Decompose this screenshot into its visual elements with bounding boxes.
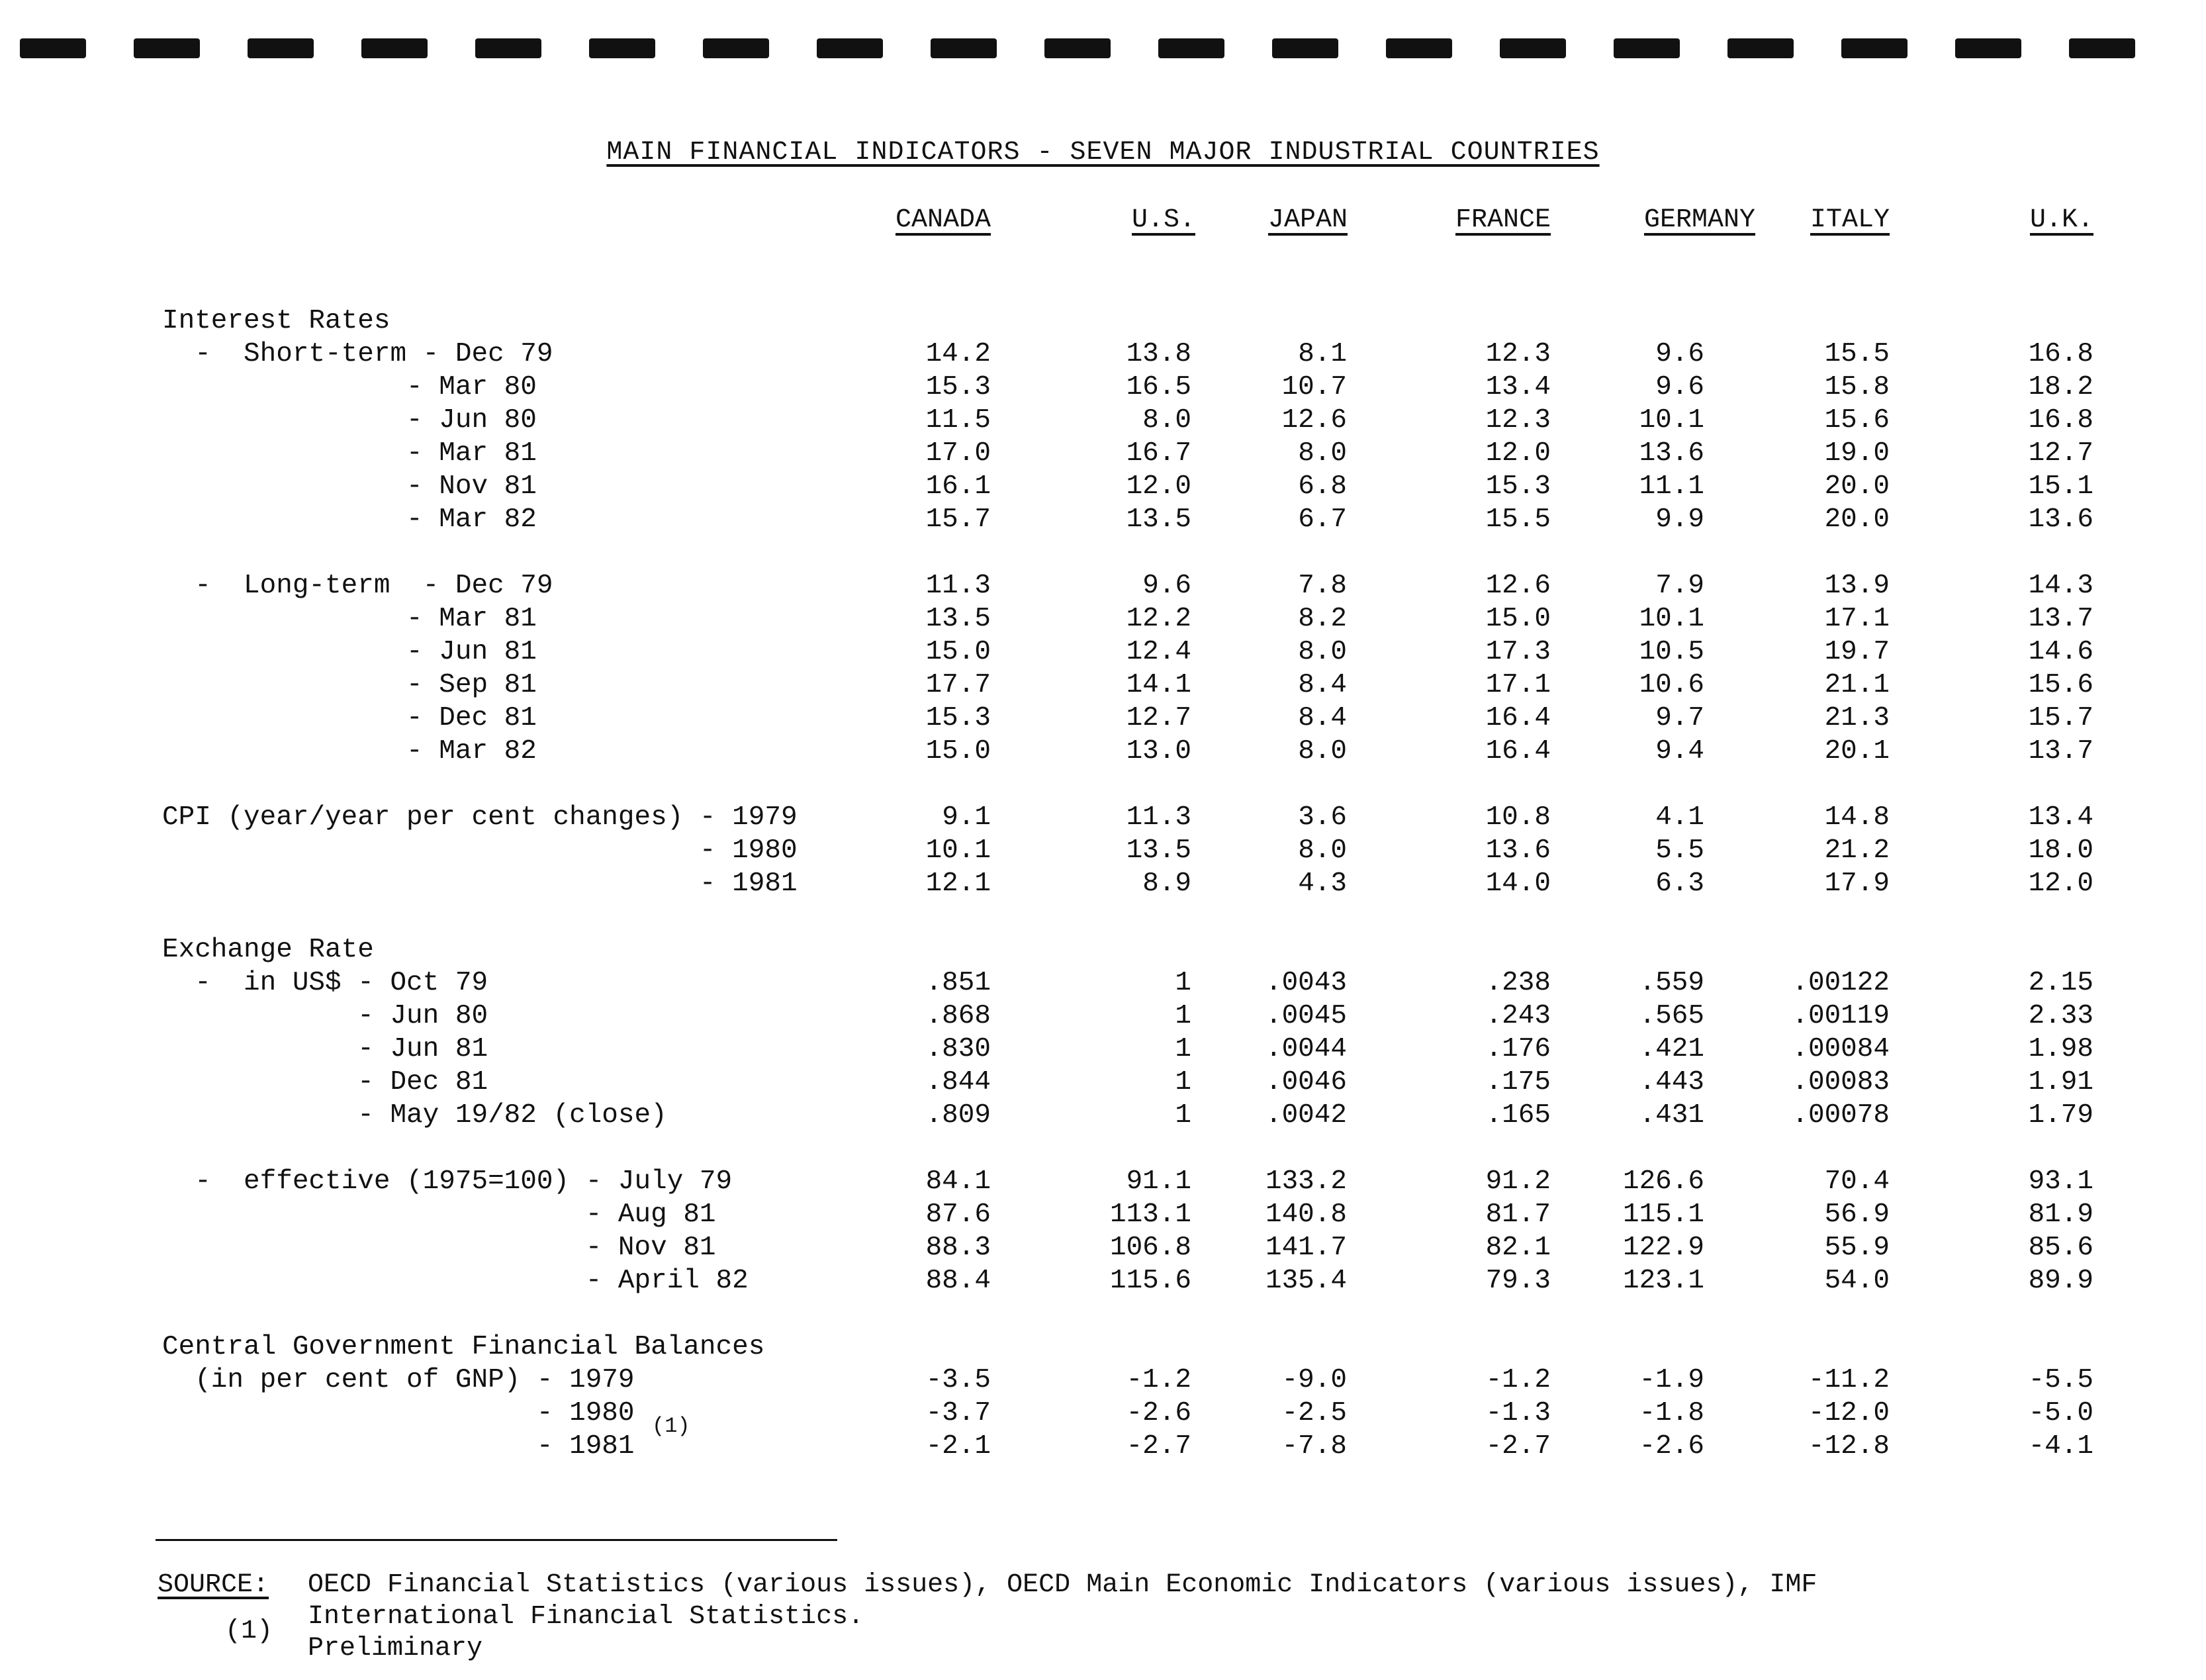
- table-cell: 2.33: [2028, 1001, 2093, 1031]
- table-cell: -1.3: [1485, 1398, 1551, 1428]
- source-label: SOURCE:: [158, 1570, 269, 1600]
- table-cell: .00122: [1792, 968, 1890, 998]
- row-label: - 1980: [162, 1398, 635, 1428]
- table-cell: .0042: [1265, 1100, 1347, 1131]
- border-dash: [248, 38, 314, 58]
- table-cell: 20.0: [1824, 471, 1890, 502]
- row-label: - Dec 81: [162, 703, 537, 733]
- footnote-marker: (1): [225, 1616, 273, 1646]
- table-cell: -3.7: [925, 1398, 991, 1428]
- table-cell: .443: [1639, 1067, 1704, 1097]
- table-cell: 8.4: [1298, 670, 1347, 700]
- table-cell: 12.7: [2028, 438, 2093, 469]
- column-header: U.K.: [2029, 205, 2093, 235]
- table-cell: 12.3: [1485, 339, 1551, 369]
- row-label: - Short-term - Dec 79: [162, 339, 553, 369]
- table-cell: 12.0: [1485, 438, 1551, 469]
- table-cell: 12.0: [2028, 868, 2093, 899]
- table-cell: 15.7: [925, 504, 991, 535]
- table-cell: 15.0: [925, 736, 991, 767]
- table-cell: -2.6: [1639, 1431, 1704, 1462]
- table-cell: .844: [925, 1067, 991, 1097]
- table-cell: 13.4: [1485, 372, 1551, 402]
- source-line-1: OECD Financial Statistics (various issues), OECD Main Economic Indicators (various issues), IMF: [308, 1570, 1817, 1600]
- table-cell: 17.1: [1485, 670, 1551, 700]
- footnote-reference: (1): [652, 1414, 690, 1438]
- table-cell: 21.3: [1824, 703, 1890, 733]
- border-dash: [931, 38, 997, 58]
- table-cell: 10.8: [1485, 802, 1551, 833]
- table-cell: 13.0: [1126, 736, 1191, 767]
- table-cell: -5.0: [2028, 1398, 2093, 1428]
- table-cell: 14.1: [1126, 670, 1191, 700]
- table-cell: 1.98: [2028, 1034, 2093, 1064]
- table-cell: 8.0: [1298, 736, 1347, 767]
- row-label: - Mar 80: [162, 372, 537, 402]
- table-cell: 15.8: [1824, 372, 1890, 402]
- border-dash: [1386, 38, 1452, 58]
- row-label: - Dec 81: [162, 1067, 488, 1097]
- footnote-text: Preliminary: [308, 1634, 483, 1663]
- row-label: - Mar 81: [162, 438, 537, 469]
- table-cell: 87.6: [925, 1199, 991, 1230]
- table-cell: 7.9: [1655, 571, 1704, 601]
- table-cell: -1.2: [1485, 1365, 1551, 1395]
- table-cell: 12.1: [925, 868, 991, 899]
- row-label: - in US$ - Oct 79: [162, 968, 488, 998]
- table-cell: 14.3: [2028, 571, 2093, 601]
- table-cell: 18.0: [2028, 835, 2093, 866]
- table-cell: .00119: [1792, 1001, 1890, 1031]
- row-label: CPI (year/year per cent changes) - 1979: [162, 802, 798, 833]
- table-cell: 8.9: [1142, 868, 1191, 899]
- table-cell: 93.1: [2028, 1166, 2093, 1197]
- table-cell: 82.1: [1485, 1233, 1551, 1263]
- column-header: CANADA: [895, 205, 991, 235]
- table-cell: .431: [1639, 1100, 1704, 1131]
- table-cell: 10.1: [925, 835, 991, 866]
- table-cell: 123.1: [1622, 1266, 1704, 1296]
- table-cell: 1: [1175, 1067, 1191, 1097]
- table-cell: -2.6: [1126, 1398, 1191, 1428]
- table-cell: 10.1: [1639, 405, 1704, 436]
- row-label: - Mar 82: [162, 504, 537, 535]
- table-cell: 9.6: [1655, 339, 1704, 369]
- column-header: ITALY: [1810, 205, 1890, 235]
- table-cell: 9.6: [1655, 372, 1704, 402]
- table-cell: 115.6: [1109, 1266, 1191, 1296]
- table-cell: -1.8: [1639, 1398, 1704, 1428]
- table-cell: 9.7: [1655, 703, 1704, 733]
- table-cell: 88.3: [925, 1233, 991, 1263]
- table-cell: 14.2: [925, 339, 991, 369]
- table-cell: -7.8: [1281, 1431, 1347, 1462]
- table-cell: 15.7: [2028, 703, 2093, 733]
- table-cell: .565: [1639, 1001, 1704, 1031]
- table-cell: 21.1: [1824, 670, 1890, 700]
- table-cell: 113.1: [1109, 1199, 1191, 1230]
- table-cell: 11.3: [1126, 802, 1191, 833]
- table-cell: 13.5: [1126, 504, 1191, 535]
- border-dash: [2069, 38, 2135, 58]
- table-cell: 21.2: [1824, 835, 1890, 866]
- table-cell: 9.1: [942, 802, 991, 833]
- table-cell: 12.6: [1281, 405, 1347, 436]
- table-cell: 81.7: [1485, 1199, 1551, 1230]
- table-cell: -4.1: [2028, 1431, 2093, 1462]
- table-cell: 8.1: [1298, 339, 1347, 369]
- table-cell: 55.9: [1824, 1233, 1890, 1263]
- table-cell: .851: [925, 968, 991, 998]
- table-cell: 15.3: [925, 372, 991, 402]
- table-cell: -2.7: [1126, 1431, 1191, 1462]
- border-dash: [1955, 38, 2021, 58]
- table-cell: 13.5: [925, 604, 991, 634]
- row-label: - Nov 81: [162, 471, 537, 502]
- table-cell: 13.7: [2028, 604, 2093, 634]
- table-cell: 12.6: [1485, 571, 1551, 601]
- row-label: - Jun 81: [162, 637, 537, 667]
- table-cell: -2.5: [1281, 1398, 1347, 1428]
- table-cell: 14.0: [1485, 868, 1551, 899]
- table-cell: 2.15: [2028, 968, 2093, 998]
- table-cell: .00083: [1792, 1067, 1890, 1097]
- border-dash: [1727, 38, 1794, 58]
- table-cell: 19.7: [1824, 637, 1890, 667]
- table-cell: 6.8: [1298, 471, 1347, 502]
- table-cell: 1.79: [2028, 1100, 2093, 1131]
- table-cell: 13.8: [1126, 339, 1191, 369]
- table-cell: 17.3: [1485, 637, 1551, 667]
- table-cell: 115.1: [1622, 1199, 1704, 1230]
- row-label: - 1981: [162, 868, 798, 899]
- column-header: JAPAN: [1267, 205, 1348, 235]
- table-cell: .176: [1485, 1034, 1551, 1064]
- table-cell: 13.6: [1485, 835, 1551, 866]
- row-label: - Mar 81: [162, 604, 537, 634]
- row-label: - Jun 80: [162, 405, 537, 436]
- table-cell: 15.6: [1824, 405, 1890, 436]
- table-cell: .0046: [1265, 1067, 1347, 1097]
- table-cell: .830: [925, 1034, 991, 1064]
- table-cell: 70.4: [1824, 1166, 1890, 1197]
- table-cell: 15.3: [1485, 471, 1551, 502]
- table-cell: 8.0: [1298, 438, 1347, 469]
- table-cell: 6.7: [1298, 504, 1347, 535]
- table-cell: 56.9: [1824, 1199, 1890, 1230]
- table-cell: 89.9: [2028, 1266, 2093, 1296]
- table-cell: 20.0: [1824, 504, 1890, 535]
- table-cell: -5.5: [2028, 1365, 2093, 1395]
- table-cell: 10.6: [1639, 670, 1704, 700]
- table-cell: 16.5: [1126, 372, 1191, 402]
- table-cell: 4.3: [1298, 868, 1347, 899]
- table-cell: 12.3: [1485, 405, 1551, 436]
- border-dash: [361, 38, 428, 58]
- table-cell: 13.5: [1126, 835, 1191, 866]
- table-cell: -1.9: [1639, 1365, 1704, 1395]
- table-cell: 91.2: [1485, 1166, 1551, 1197]
- row-label: (in per cent of GNP) - 1979: [162, 1365, 635, 1395]
- table-cell: 133.2: [1265, 1166, 1347, 1197]
- table-cell: 122.9: [1622, 1233, 1704, 1263]
- table-cell: 1: [1175, 1100, 1191, 1131]
- table-cell: 19.0: [1824, 438, 1890, 469]
- table-cell: 126.6: [1622, 1166, 1704, 1197]
- row-label: - 1980: [162, 835, 798, 866]
- row-label: - effective (1975=100) - July 79: [162, 1166, 733, 1197]
- row-label: Interest Rates: [162, 306, 391, 336]
- table-cell: 16.4: [1485, 736, 1551, 767]
- table-cell: 1.91: [2028, 1067, 2093, 1097]
- table-cell: 12.4: [1126, 637, 1191, 667]
- row-label: - Sep 81: [162, 670, 537, 700]
- table-cell: 141.7: [1265, 1233, 1347, 1263]
- source-line-2: International Financial Statistics.: [308, 1602, 864, 1632]
- column-header: GERMANY: [1643, 205, 1755, 235]
- table-cell: 13.6: [2028, 504, 2093, 535]
- row-label: - Long-term - Dec 79: [162, 571, 553, 601]
- table-cell: 11.1: [1639, 471, 1704, 502]
- border-dash: [1614, 38, 1680, 58]
- table-cell: 17.9: [1824, 868, 1890, 899]
- table-cell: 79.3: [1485, 1266, 1551, 1296]
- table-cell: .559: [1639, 968, 1704, 998]
- table-cell: 16.8: [2028, 405, 2093, 436]
- border-dash: [134, 38, 200, 58]
- table-cell: 12.2: [1126, 604, 1191, 634]
- table-cell: 16.4: [1485, 703, 1551, 733]
- table-cell: 1: [1175, 1001, 1191, 1031]
- border-dash: [475, 38, 541, 58]
- table-cell: 16.1: [925, 471, 991, 502]
- table-cell: 17.0: [925, 438, 991, 469]
- table-cell: 14.8: [1824, 802, 1890, 833]
- border-dash: [703, 38, 769, 58]
- table-cell: 8.0: [1298, 835, 1347, 866]
- table-cell: 7.8: [1298, 571, 1347, 601]
- table-cell: 6.3: [1655, 868, 1704, 899]
- table-cell: 15.1: [2028, 471, 2093, 502]
- table-cell: 1: [1175, 968, 1191, 998]
- table-cell: 13.6: [1639, 438, 1704, 469]
- table-cell: 1: [1175, 1034, 1191, 1064]
- table-cell: 8.0: [1298, 637, 1347, 667]
- row-label: - May 19/82 (close): [162, 1100, 667, 1131]
- row-label: - Nov 81: [162, 1233, 716, 1263]
- table-cell: .0043: [1265, 968, 1347, 998]
- table-cell: 9.6: [1142, 571, 1191, 601]
- table-cell: 81.9: [2028, 1199, 2093, 1230]
- table-cell: 5.5: [1655, 835, 1704, 866]
- border-dash: [1841, 38, 1907, 58]
- table-cell: -11.2: [1808, 1365, 1890, 1395]
- border-dash: [1158, 38, 1224, 58]
- row-label: - 1981: [162, 1431, 635, 1462]
- page-title: MAIN FINANCIAL INDICATORS - SEVEN MAJOR INDUSTRIAL COUNTRIES: [606, 138, 1600, 167]
- table-cell: 8.4: [1298, 703, 1347, 733]
- table-cell: 91.1: [1126, 1166, 1191, 1197]
- table-cell: -12.0: [1808, 1398, 1890, 1428]
- table-cell: 18.2: [2028, 372, 2093, 402]
- table-cell: 88.4: [925, 1266, 991, 1296]
- footnote-rule: [156, 1539, 837, 1541]
- table-cell: .00084: [1792, 1034, 1890, 1064]
- table-cell: 54.0: [1824, 1266, 1890, 1296]
- table-cell: 8.2: [1298, 604, 1347, 634]
- table-cell: 15.0: [1485, 604, 1551, 634]
- table-cell: .0044: [1265, 1034, 1347, 1064]
- table-cell: .00078: [1792, 1100, 1890, 1131]
- row-label: Central Government Financial Balances: [162, 1332, 765, 1362]
- table-cell: .421: [1639, 1034, 1704, 1064]
- row-label: Exchange Rate: [162, 935, 374, 965]
- table-cell: 140.8: [1265, 1199, 1347, 1230]
- table-cell: .175: [1485, 1067, 1551, 1097]
- border-dash: [817, 38, 883, 58]
- row-label: - Mar 82: [162, 736, 537, 767]
- row-label: - Jun 80: [162, 1001, 488, 1031]
- border-dash: [20, 38, 86, 58]
- table-cell: 10.1: [1639, 604, 1704, 634]
- table-cell: 135.4: [1265, 1266, 1347, 1296]
- table-cell: -3.5: [925, 1365, 991, 1395]
- table-cell: 20.1: [1824, 736, 1890, 767]
- table-cell: .0045: [1265, 1001, 1347, 1031]
- table-cell: 10.5: [1639, 637, 1704, 667]
- table-cell: 84.1: [925, 1166, 991, 1197]
- table-cell: 85.6: [2028, 1233, 2093, 1263]
- border-dash: [1500, 38, 1566, 58]
- row-label: - April 82: [162, 1266, 749, 1296]
- table-cell: 9.4: [1655, 736, 1704, 767]
- table-cell: .868: [925, 1001, 991, 1031]
- border-dash: [1272, 38, 1338, 58]
- table-cell: 106.8: [1109, 1233, 1191, 1263]
- table-cell: 13.4: [2028, 802, 2093, 833]
- row-label: - Aug 81: [162, 1199, 716, 1230]
- table-cell: 8.0: [1142, 405, 1191, 436]
- table-cell: 15.0: [925, 637, 991, 667]
- table-cell: 14.6: [2028, 637, 2093, 667]
- table-cell: 15.5: [1485, 504, 1551, 535]
- table-cell: 12.7: [1126, 703, 1191, 733]
- table-cell: 13.9: [1824, 571, 1890, 601]
- table-cell: .243: [1485, 1001, 1551, 1031]
- table-cell: 17.7: [925, 670, 991, 700]
- table-cell: -1.2: [1126, 1365, 1191, 1395]
- table-cell: .165: [1485, 1100, 1551, 1131]
- table-cell: 15.6: [2028, 670, 2093, 700]
- table-cell: 4.1: [1655, 802, 1704, 833]
- table-cell: 16.7: [1126, 438, 1191, 469]
- table-cell: 12.0: [1126, 471, 1191, 502]
- table-cell: -2.1: [925, 1431, 991, 1462]
- table-cell: 13.7: [2028, 736, 2093, 767]
- table-cell: 15.5: [1824, 339, 1890, 369]
- table-cell: .809: [925, 1100, 991, 1131]
- table-cell: -9.0: [1281, 1365, 1347, 1395]
- border-dash: [589, 38, 655, 58]
- dashed-border-strip: [20, 38, 2184, 61]
- table-cell: 11.5: [925, 405, 991, 436]
- table-cell: 3.6: [1298, 802, 1347, 833]
- table-cell: -2.7: [1485, 1431, 1551, 1462]
- table-cell: .238: [1485, 968, 1551, 998]
- table-cell: 17.1: [1824, 604, 1890, 634]
- table-cell: 16.8: [2028, 339, 2093, 369]
- table-cell: 10.7: [1281, 372, 1347, 402]
- table-cell: 15.3: [925, 703, 991, 733]
- column-header: U.S.: [1131, 205, 1195, 235]
- row-label: - Jun 81: [162, 1034, 488, 1064]
- column-header: FRANCE: [1455, 205, 1551, 235]
- border-dash: [1044, 38, 1111, 58]
- table-cell: -12.8: [1808, 1431, 1890, 1462]
- table-cell: 9.9: [1655, 504, 1704, 535]
- table-cell: 11.3: [925, 571, 991, 601]
